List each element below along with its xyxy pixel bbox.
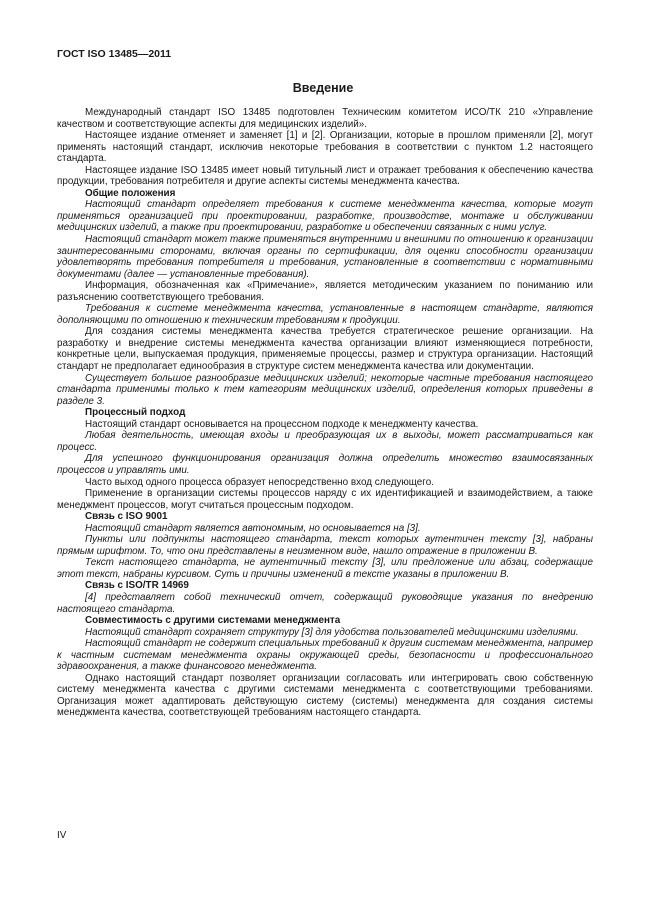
page-number: IV: [57, 830, 67, 841]
paragraph: Настоящий стандарт не содержит специальных требований к другим системам менеджмента, например к частным системам менеджмента охраны окружающей среды, безопасности и профессионального здравоохранения, а также финансового менеджмента.: [57, 638, 593, 673]
paragraph: Для создания системы менеджмента качества требуется стратегическое решение организации. На разработку и внедрение системы менеджмента качества организации влияют изменяющиеся потребности, конкретные цели, выпускаемая продукция, применяемые процессы, размер и структура организации. Настоящий стандарт не предполагает единообразия в структуре систем менеджмента качества или документации.: [57, 326, 593, 373]
paragraph: Настоящий стандарт может также применяться внутренними и внешними по отношению к организации заинтересованными сторонами, включая органы по сертификации, для оценки способности организации удовлетворять требования потребителя и требования, установленные в соответствии с нормативными документами (далее — установленные требования).: [57, 234, 593, 280]
paragraph: Настоящий стандарт является автономным, но основывается на [3].: [85, 522, 421, 534]
paragraph: Текст настоящего стандарта, не аутентичный тексту [3], или предложение или абзац, содержащие этот текст, набраны курсивом. Суть и причины изменений в тексте указаны в приложении В.: [57, 557, 593, 580]
paragraph: Настоящее издание ISO 13485 имеет новый титульный лист и отражает требования к обеспечению качества продукции, требования потребителя и другие аспекты системы менеджмента качества.: [57, 164, 593, 188]
paragraph: Пункты или подпункты настоящего стандарта, текст которых аутентичен тексту [3], набраны прямым шрифтом. То, что они представлены в неизменном виде, нашло отражение в приложении В.: [57, 534, 593, 557]
document-body: [57, 107, 593, 719]
paragraph: Международный стандарт ISO 13485 подготовлен Техническим комитетом ИСО/ТК 210 «Управление качеством и соответствующие аспекты для медицинских изделий».: [57, 107, 593, 130]
paragraph: Требования к системе менеджмента качества, установленные в настоящем стандарте, являются дополняющими по отношению к техническим требованиям к продукции.: [57, 303, 593, 326]
paragraph: Настоящий стандарт определяет требования к системе менеджмента качества, которые могут применяться организацией при проектировании, разработке, производстве, монтаже и обслуживании медицинских изделий, а также при проектировании, разработке и обеспечении связанных с ними услуг.: [57, 199, 593, 234]
document-header: ГОСТ ISO 13485—2011: [57, 48, 172, 60]
subsection-heading: Общие положения: [85, 187, 176, 199]
subsection-heading: Совместимость с другими системами менеджмента: [85, 615, 341, 627]
paragraph: Применение в организации системы процессов наряду с их идентификацией и взаимодействием, а также менеджмент процессов, могут считаться процессным подходом.: [57, 488, 593, 511]
paragraph: Любая деятельность, имеющая входы и преобразующая их в выходы, может рассматриваться как процесс.: [57, 430, 593, 453]
paragraph: Настоящий стандарт сохраняет структуру [3] для удобства пользователей медицинскими изделиями.: [85, 626, 579, 638]
paragraph: Существует большое разнообразие медицинских изделий; некоторые частные требования настоящего стандарта применимы только к тем категориям медицинских изделий, определения которых приведены в разделе 3.: [57, 372, 593, 407]
paragraph: Часто выход одного процесса образует непосредственно вход следующего.: [85, 476, 434, 488]
paragraph: Информация, обозначенная как «Примечание», является методическим указанием по пониманию или разъяснению соответствующего требования.: [57, 280, 593, 303]
paragraph: Настоящий стандарт основывается на процессном подходе к менеджменту качества.: [85, 418, 479, 430]
paragraph: Для успешного функционирования организация должна определить множество взаимосвязанных процессов и управлять ими.: [57, 453, 593, 476]
subsection-heading: Связь с ISO 9001: [85, 511, 168, 523]
subsection-heading: Процессный подход: [85, 407, 186, 419]
paragraph: [4] представляет собой технический отчет, содержащий руководящие указания по внедрению настоящего стандарта.: [57, 591, 593, 615]
paragraph: Однако настоящий стандарт позволяет организации согласовать или интегрировать свою собственную систему менеджмента качества с другими системами менеджмента с соответствующими требованиями. Организация может адаптировать действующую систему (системы) менеджмента для создания системы менеджмента качества, соответствующей требованиям настоящего стандарта.: [57, 672, 593, 719]
subsection-heading: Связь с ISO/TR 14969: [85, 580, 189, 592]
section-title: Введение: [292, 81, 354, 95]
paragraph: Настоящее издание отменяет и заменяет [1] и [2]. Организации, которые в прошлом применяли [2], могут применять настоящий стандарт, исключив некоторые требования в соответствии с пунктом 1.2 настоящего стандарта.: [57, 130, 593, 165]
